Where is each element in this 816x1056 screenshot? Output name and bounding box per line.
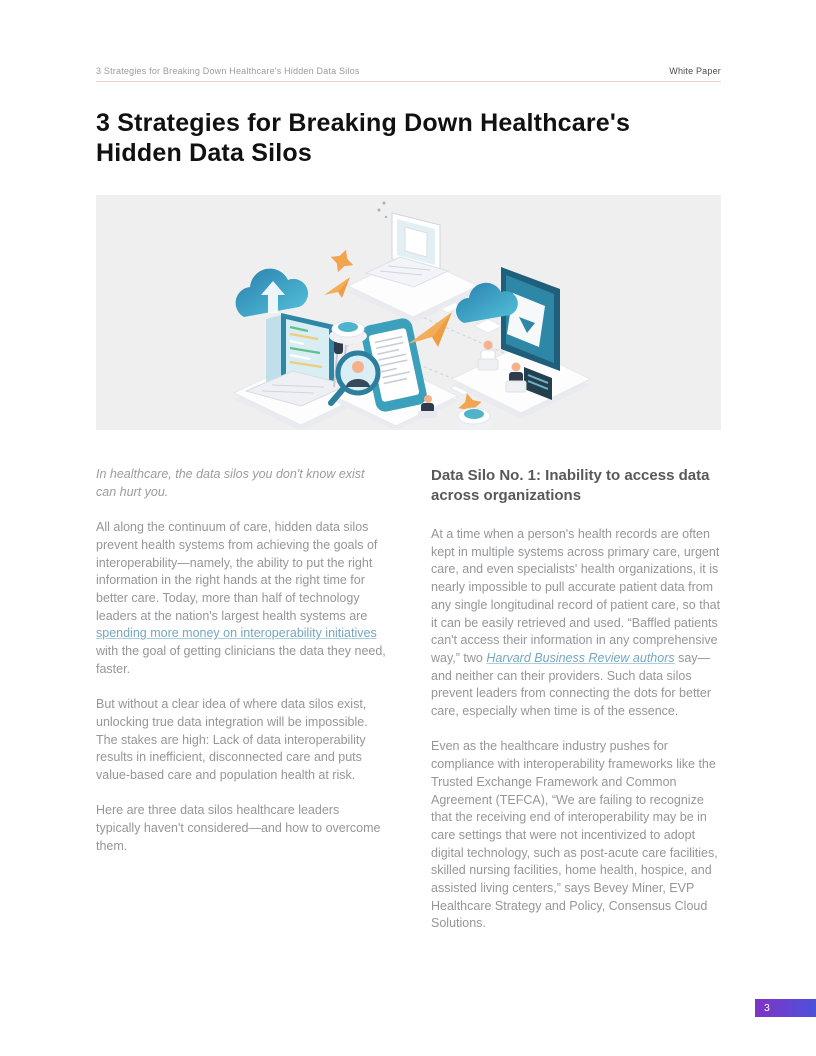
page-content [96,0,721,951]
page-number: 3 [764,1002,770,1014]
right-column [431,466,721,951]
inline-link[interactable]: spending more money on interoperability initiatives [96,626,377,641]
inline-link[interactable]: Harvard Business Review authors [486,650,675,665]
left-column [96,466,386,951]
text-run: All along the continuum of care, hidden data silos prevent health systems from achieving the goals of interoperability—namely, the ability to put the right information in the right hands at the right time for better care. Today, more than half of technology leaders at the nation's largest health systems are [96,520,378,623]
data-pod-icon [455,408,493,430]
small-paper-plane-icon [324,277,350,298]
paragraph: Even as the healthcare industry pushes for compliance with interoperability frameworks like the Trusted Exchange Framework and Common Agreement (TEFCA), “We are failing to recognize that the receiving end of interoperability may be in care settings that were not incentivized to adopt digital technology, such as post-acute care facilities, skilled nursing facilities, home health, hospice, and assisted living centers,” says Bevey Miner, EVP Healthcare Strategy and Policy, Consensus Cloud Solutions. [431,739,718,931]
data-pod-icon [329,321,367,344]
text-run: with the goal of getting clinicians the data they need, faster. [96,644,386,676]
right-platform-group [452,267,590,419]
header-doc-title: 3 Strategies for Breaking Down Healthcare's Hidden Data Silos [96,66,360,76]
paragraph: Here are three data silos healthcare leaders typically haven't considered—and how to overcome them. [96,803,381,853]
header-rule [96,81,721,82]
body-columns [96,466,721,951]
header-doc-type: White Paper [669,66,721,76]
text-run: say—and neither can their providers. Such data silos prevent leaders from connecting the dots for better care, especially when time is of the essence. [431,650,712,719]
page-title-line1: 3 Strategies for Breaking Down Healthcare's [96,109,631,137]
intro-paragraph: In healthcare, the data silos you don't know exist can hurt you. [96,467,365,499]
paragraph [96,519,386,678]
page-number-badge [755,999,816,1017]
text-run: At a time when a person's health records are often kept in multiple systems across primary care, urgent care, and even specialists' health organizations, it is nearly impossible to pull accurate patient data from any single longitudinal record of patient care, so that it can be easily retrieved and used. “Baffled patients can't access their information in any comprehensive way,” two [431,527,721,665]
running-header [96,66,721,76]
paragraph: But without a clear idea of where data silos exist, unlocking true data integration will be impossible. The stakes are high: Lack of data interoperability results in inefficient, disconnected care and puts value-based care and population health at risk. [96,697,368,782]
laptop-documents-icon [366,202,448,288]
hero-illustration [96,195,721,430]
hero-illustration-svg [96,195,721,430]
cloud-upload-icon [236,269,308,317]
paragraph [431,526,721,721]
page-title [96,108,721,168]
page-title-line2: Hidden Data Silos [96,139,312,167]
section-heading: Data Silo No. 1: Inability to access data across organizations [431,467,710,504]
